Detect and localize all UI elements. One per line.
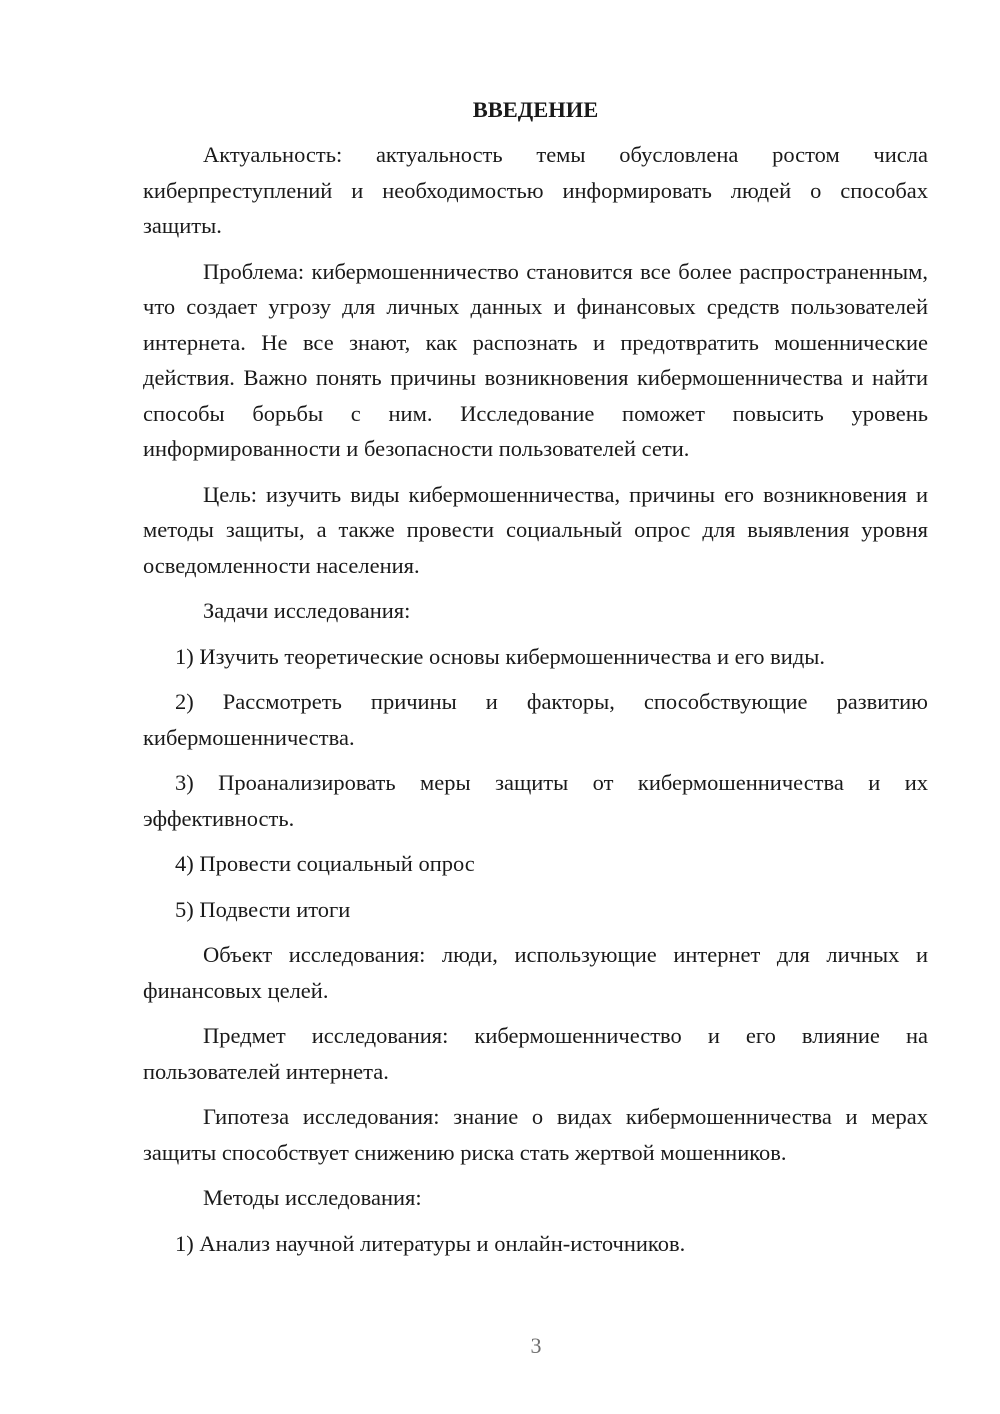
task-item: 5) Подвести итоги bbox=[175, 896, 351, 922]
section-title: ВВЕДЕНИЕ bbox=[472, 97, 599, 122]
page-content bbox=[143, 92, 928, 1271]
task-item: 4) Провести социальный опрос bbox=[175, 851, 475, 876]
task-item: 3) Проанализировать меры защиты от кибермошенничества и их эффективность. bbox=[143, 770, 928, 831]
hypothesis-paragraph: Гипотеза исследования: знание о видах кибермошенничества и мерах защиты способствует снижению риска стать жертвой мошенников. bbox=[143, 1104, 928, 1165]
relevance-paragraph: Актуальность: актуальность темы обусловлена ростом числа киберпреступлений и необходимостью информировать людей о способах защиты. bbox=[143, 142, 928, 238]
task-item: 2) Рассмотреть причины и факторы, способствующие развитию кибермошенничества. bbox=[143, 689, 928, 750]
page-number: 3 bbox=[530, 1333, 542, 1358]
tasks-heading: Задачи исследования: bbox=[203, 598, 411, 623]
subject-paragraph: Предмет исследования: кибермошенничество и его влияние на пользователей интернета. bbox=[143, 1023, 928, 1084]
object-paragraph: Объект исследования: люди, использующие интернет для личных и финансовых целей. bbox=[143, 942, 928, 1003]
methods-heading: Методы исследования: bbox=[203, 1185, 422, 1210]
task-item: 1) Изучить теоретические основы кибермошенничества и его виды. bbox=[175, 643, 826, 669]
problem-paragraph: Проблема: кибермошенничество становится все более распространенным, что создает угрозу для личных данных и финансовых средств пользователей интернета. Не все знают, как распознать и предотвратить мошеннические действия. Важно понять причины возникновения кибермошенничества и найти способы борьбы с ним. Исследование поможет повысить уровень информированности и безопасности пользователей сети. bbox=[143, 258, 928, 461]
goal-paragraph: Цель: изучить виды кибермошенничества, причины его возникновения и методы защиты, а также провести социальный опрос для выявления уровня осведомленности населения. bbox=[143, 481, 928, 578]
method-item: 1) Анализ научной литературы и онлайн-источников. bbox=[175, 1230, 686, 1256]
